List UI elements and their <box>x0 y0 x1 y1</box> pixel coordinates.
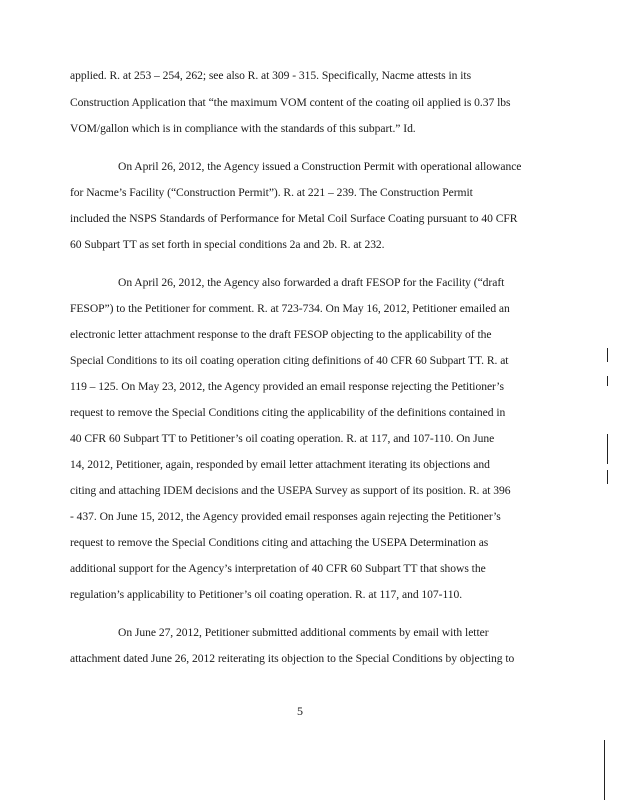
text-line: Construction Application that “the maximum VOM content of the coating oil applied is 0.37 lbs <box>70 96 511 109</box>
text-line: On April 26, 2012, the Agency also forwarded a draft FESOP for the Facility (“draft <box>118 276 505 289</box>
text-line: On June 27, 2012, Petitioner submitted additional comments by email with letter <box>118 626 489 639</box>
text-line: request to remove the Special Conditions citing and attaching the USEPA Determination as <box>70 536 489 549</box>
text-line: included the NSPS Standards of Performance for Metal Coil Surface Coating pursuant to 40 CFR <box>70 212 518 225</box>
text-line: citing and attaching IDEM decisions and the USEPA Survey as support of its position. R. at 396 <box>70 484 511 497</box>
margin-mark <box>604 740 605 800</box>
margin-mark <box>607 348 608 362</box>
text-line: regulation’s applicability to Petitioner’s oil coating operation. R. at 117, and 107-110. <box>70 588 463 601</box>
text-line: 14, 2012, Petitioner, again, responded by email letter attachment iterating its objections and <box>70 458 490 471</box>
margin-mark <box>607 376 608 386</box>
text-line: Special Conditions to its oil coating operation citing definitions of 40 CFR 60 Subpart TT. R. at <box>70 354 509 367</box>
text-line: request to remove the Special Conditions citing the applicability of the definitions contained in <box>70 406 506 419</box>
text-line: 40 CFR 60 Subpart TT to Petitioner’s oil coating operation. R. at 117, and 107-110. On June <box>70 432 495 445</box>
text-line: additional support for the Agency’s interpretation of 40 CFR 60 Subpart TT that shows the <box>70 562 486 575</box>
text-line: electronic letter attachment response to the draft FESOP objecting to the applicability of the <box>70 328 492 341</box>
text-line: 60 Subpart TT as set forth in special conditions 2a and 2b. R. at 232. <box>70 238 385 251</box>
text-line: FESOP”) to the Petitioner for comment. R. at 723-734. On May 16, 2012, Petitioner emailed an <box>70 302 510 315</box>
text-line: for Nacme’s Facility (“Construction Permit”). R. at 221 – 239. The Construction Permit <box>70 186 473 199</box>
text-line: VOM/gallon which is in compliance with the standards of this subpart.” Id. <box>70 122 416 135</box>
text-line: 119 – 125. On May 23, 2012, the Agency provided an email response rejecting the Petitioner’s <box>70 380 504 393</box>
text-line: applied. R. at 253 – 254, 262; see also R. at 309 - 315. Specifically, Nacme attests in its <box>70 69 472 82</box>
text-line: - 437. On June 15, 2012, the Agency provided email responses again rejecting the Petitioner’s <box>70 510 501 523</box>
text-line: attachment dated June 26, 2012 reiterating its objection to the Special Conditions by objecting to <box>70 652 515 665</box>
margin-mark <box>607 434 608 464</box>
margin-mark <box>607 470 608 484</box>
text-line: On April 26, 2012, the Agency issued a Construction Permit with operational allowance <box>118 160 522 173</box>
page-number: 5 <box>297 704 303 718</box>
